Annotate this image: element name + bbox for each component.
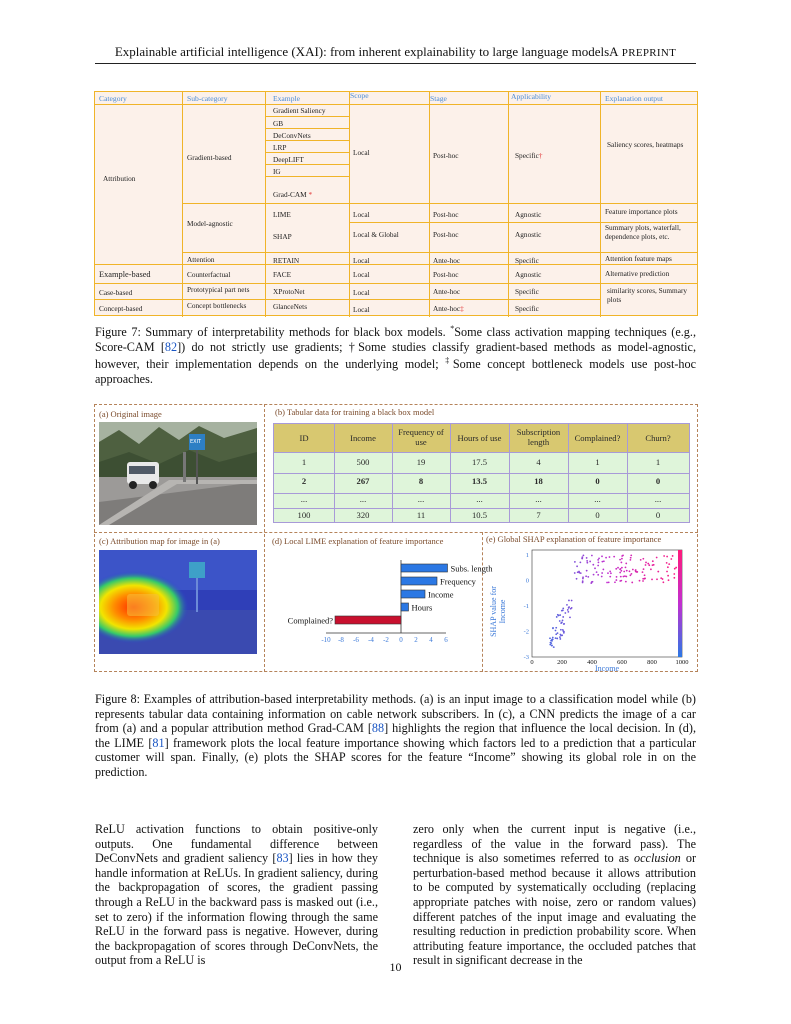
lime-output: Feature importance plots (605, 207, 678, 216)
shap-point (630, 557, 632, 559)
shap-point (590, 582, 592, 584)
shap-point (642, 558, 644, 560)
shap-point (601, 561, 603, 563)
shap-point (553, 646, 555, 648)
shap-point (619, 568, 621, 570)
shap-point (582, 554, 584, 556)
body-column-left: ReLU activation functions to obtain positive-only outputs. One fundamental difference between DeConvNets and gradient saliency [83] lies in how they handle information at ReLUs. In gradient saliency, during the backpropagation of scores, the gradient passing through a ReLU in the backward pass is masked out (i.e., set to zero) if the information flowing through the same ReLU in the forward pass is negative. However, during the backpropagation of scores through DeConvNets, the output from a ReLU is (95, 822, 379, 968)
panel-b-title: (b) Tabular data for training a black box model (275, 407, 435, 417)
shap-point (613, 556, 615, 558)
shap-point (582, 580, 584, 582)
shap-point (630, 554, 632, 556)
gradient-scope: Local (353, 148, 370, 157)
lime-bar (401, 564, 448, 572)
attention-applicability: Specific (515, 256, 539, 265)
shap-point (642, 578, 644, 580)
shap-point (609, 576, 611, 578)
header-explanation-output: Explanation output (605, 94, 663, 103)
xprotonet-applicability: Specific (515, 287, 539, 296)
shap-point (621, 567, 623, 569)
shap-x-tick: 0 (530, 659, 534, 666)
example-lrp: LRP (273, 143, 287, 152)
figure8-divider-v2 (482, 532, 483, 672)
shap-point (674, 568, 676, 570)
shap-point (566, 604, 568, 606)
shap-point (549, 637, 551, 639)
shap-point (560, 635, 562, 637)
shap-point (616, 576, 618, 578)
shap-point (597, 559, 599, 561)
shap-y-tick: 0 (525, 577, 529, 585)
shap-point (559, 636, 561, 638)
shap-x-tick: 800 (647, 659, 657, 666)
example-shap: SHAP (273, 232, 292, 241)
lime-tick-label: 2 (414, 636, 418, 644)
shap-point (666, 556, 668, 558)
shap-point (657, 571, 659, 573)
shap-x-tick: 1000 (675, 659, 689, 666)
col-income: Income (350, 433, 376, 443)
subcategory-counterfactual: Counterfactual (187, 270, 231, 279)
shap-point (574, 561, 576, 563)
shap-point (650, 568, 652, 570)
lime-tick-label: -10 (321, 636, 331, 644)
shap-point (586, 557, 588, 559)
figure8-caption: Figure 8: Examples of attribution-based interpretability methods. (a) is an input image to a classification model while (b) represents tabular data containing information on cable network subscribers. In (c), a CNN predicts the image of a car from (a) and a popular attribution method Grad-CAM [88] highlights the region that influence the local decision. In (d), the LIME [81] framework plots the local feature importance showing which factors led to a prediction that a particular customer will span. Finally, (e) plots the SHAP scores for the feature “Income” showing its global role in on the prediction. (95, 692, 697, 779)
shap-point (643, 568, 645, 570)
shap-point (629, 574, 631, 576)
shap-point (576, 565, 578, 567)
original-car-image (99, 422, 257, 525)
subcategory-attention: Attention (187, 255, 215, 264)
xprotonet-stage: Ante-hoc (433, 287, 461, 296)
shap-point (597, 565, 599, 567)
example-deeplift: DeepLIFT (273, 155, 304, 164)
lime-bar-label: Frequency (440, 576, 476, 587)
shap-output: Summary plots, waterfall, dependence plots, etc. (605, 223, 681, 241)
shap-point (644, 577, 646, 579)
example-retain: RETAIN (273, 256, 300, 265)
shap-point (673, 577, 675, 579)
shap-point (609, 556, 611, 558)
shap-point (576, 578, 578, 580)
shap-point (555, 627, 557, 629)
lime-bar (401, 590, 425, 598)
example-grad-cam: Grad-CAM * (273, 190, 313, 199)
shap-point (560, 629, 562, 631)
col-id: ID (299, 433, 309, 443)
shap-point (668, 579, 670, 581)
shap-point (589, 561, 591, 563)
subcategory-prototypical: Prototypical part nets (187, 285, 250, 294)
lime-bar-label: Subs. length (450, 563, 493, 574)
shap-point (666, 571, 668, 573)
lime-tick-label: -4 (368, 636, 374, 644)
lime-tick-label: 4 (429, 636, 433, 644)
shap-point (585, 575, 587, 577)
example-gradient-saliency: Gradient Saliency (273, 106, 326, 115)
ref-82-link[interactable]: 82 (164, 339, 178, 354)
example-deconvnets: DeConvNets (273, 131, 311, 140)
shap-point (652, 560, 654, 562)
lime-scope: Local (353, 210, 370, 219)
example-gb: GB (273, 119, 284, 128)
shap-point (619, 572, 621, 574)
example-face: FACE (273, 270, 292, 279)
ref-88-link[interactable]: 88 (371, 721, 385, 736)
shap-point (549, 644, 551, 646)
shap-point (625, 563, 627, 565)
glancenets-scope: Local (353, 305, 370, 314)
shap-point (620, 576, 622, 578)
shap-point (552, 637, 554, 639)
ref-83-link[interactable]: 83 (276, 851, 289, 866)
shap-point (624, 575, 626, 577)
shap-point (557, 632, 559, 634)
shap-point (620, 570, 622, 572)
col-complained: Complained? (574, 433, 621, 443)
lime-tick-label: -8 (338, 636, 344, 644)
lime-bar-label: Hours (411, 602, 433, 613)
shap-point (626, 570, 628, 572)
lime-tick-label: 6 (444, 636, 448, 644)
running-header (0, 44, 791, 60)
shap-point (667, 575, 669, 577)
col-subscription: Subscription length (516, 427, 561, 447)
shap-point (631, 573, 633, 575)
shap-point (571, 600, 573, 602)
shap-point (666, 562, 668, 564)
shap-point (651, 579, 653, 581)
col-frequency: Frequency of use (398, 427, 444, 447)
shap-point (562, 607, 564, 609)
shap-point (596, 571, 598, 573)
shap-applicability: Agnostic (515, 230, 542, 239)
shap-point (620, 562, 622, 564)
shap-point (601, 555, 603, 557)
lime-bar-chart (266, 548, 493, 660)
header-category: Category (99, 94, 127, 103)
shap-point (606, 582, 608, 584)
shap-point (667, 566, 669, 568)
shap-point (571, 607, 573, 609)
category-example-based: Example-based (99, 270, 151, 279)
panel-c-title: (c) Attribution map for image in (a) (99, 536, 220, 546)
glancenets-applicability: Specific (515, 304, 539, 313)
interpretability-table (94, 91, 698, 316)
shap-point (556, 638, 558, 640)
shap-point (629, 570, 631, 572)
shap-point (672, 555, 674, 557)
example-xprotonet: XProtoNet (273, 287, 305, 296)
page-number: 10 (389, 960, 402, 974)
shap-point (662, 581, 664, 583)
lime-stage: Post-hoc (433, 210, 459, 219)
shap-point (559, 620, 561, 622)
xprotonet-scope: Local (353, 288, 370, 297)
shap-point (635, 569, 637, 571)
shap-point (622, 554, 624, 556)
shap-point (586, 570, 588, 572)
shap-point (642, 580, 644, 582)
shap-point (598, 557, 600, 559)
shap-point (617, 567, 619, 569)
shap-point (594, 567, 596, 569)
shap-point (609, 571, 611, 573)
shap-point (629, 559, 631, 561)
face-applicability: Agnostic (515, 270, 542, 279)
subcategory-concept-bottlenecks: Concept bottlenecks (187, 301, 247, 310)
shap-point (632, 569, 634, 571)
lime-applicability: Agnostic (515, 210, 542, 219)
category-case-based: Case-based (99, 288, 133, 297)
shap-point (675, 567, 677, 569)
paper-title: Explainable artificial intelligence (XAI): from inherent explainability to large language models (114, 44, 610, 59)
lime-bar (401, 603, 409, 611)
shap-point (577, 571, 579, 573)
shap-point (631, 582, 633, 584)
shap-point (569, 616, 571, 618)
shap-point (592, 564, 594, 566)
figure7-caption: Figure 7: Summary of interpretability methods for black box models. *Some class activation mapping techniques (e.g., Score-CAM [82]) do not strictly use gradients; †Some studies classify gradient-based methods as model-agnostic, however, their implementation depends on the underlying model; ‡Some concept bottleneck models use post-hoc approaches. (95, 324, 696, 386)
shap-point (607, 572, 609, 574)
shap-point (550, 642, 552, 644)
shap-x-label: Income (595, 664, 619, 673)
header-example: Example (273, 94, 300, 103)
attention-output: Attention feature maps (605, 254, 672, 263)
shap-point (601, 576, 603, 578)
shap-point (568, 606, 570, 608)
shap-point (562, 616, 564, 618)
attention-scope: Local (353, 256, 370, 265)
figure8-divider-v1 (264, 404, 265, 672)
shap-point (608, 581, 610, 583)
shap-point (551, 639, 553, 641)
tabular-data-table: ID Income Frequency of use Hours of use Subscription length Complained? Churn? 1 500 19 17.5 4 1 1 2 267 8 13.5 18 0 0 ... ... ... ... ... ... ... 100 320 11 10.5 7 0 0 (273, 423, 690, 523)
shap-point (598, 561, 600, 563)
face-scope: Local (353, 270, 370, 279)
lime-bar (401, 577, 437, 585)
shap-point (582, 576, 584, 578)
header-rule (95, 63, 696, 64)
shap-point (557, 614, 559, 616)
gradient-stage: Post-hoc (433, 151, 459, 160)
shap-y-tick: -1 (523, 603, 529, 611)
shap-point (640, 559, 642, 561)
shap-x-tick: 200 (557, 659, 567, 666)
panel-e-title: (e) Global SHAP explanation of feature importance (486, 534, 662, 544)
shap-point (586, 562, 588, 564)
preprint-tag: A PREPRINT (609, 44, 677, 59)
shap-point (644, 574, 646, 576)
shap-point (563, 632, 565, 634)
shap-scatter-chart (484, 544, 696, 672)
shap-point (623, 571, 625, 573)
shap-point (587, 576, 589, 578)
attention-stage: Ante-hoc (433, 256, 461, 265)
shap-point (556, 616, 558, 618)
header-applicability: Applicability (511, 92, 552, 101)
shap-point (648, 564, 650, 566)
shap-point (656, 557, 658, 559)
shap-point (645, 562, 647, 564)
category-concept-based: Concept-based (99, 304, 143, 313)
shap-point (579, 561, 581, 563)
shap-point (562, 620, 564, 622)
example-glancenets: GlanceNets (273, 302, 308, 311)
shap-point (652, 564, 654, 566)
shap-y-tick: 1 (525, 552, 529, 560)
shap-point (639, 580, 641, 582)
shap-point (560, 622, 562, 624)
panel-a-title: (a) Original image (99, 409, 162, 419)
shap-point (579, 572, 581, 574)
shap-point (668, 563, 670, 565)
shap-point (660, 577, 662, 579)
shap-point (559, 614, 561, 616)
header-subcategory: Sub-category (187, 94, 228, 103)
shap-plot-frame (532, 550, 682, 657)
face-output: Alternative prediction (605, 269, 670, 278)
shap-point (602, 569, 604, 571)
gradient-applicability: Specific† (515, 151, 543, 160)
shap-stage: Post-hoc (433, 230, 459, 239)
gradient-output: Saliency scores, heatmaps (607, 140, 684, 149)
shap-point (581, 558, 583, 560)
col-hours: Hours of use (457, 433, 502, 443)
lime-bar (335, 616, 401, 624)
shap-point (552, 627, 554, 629)
road-sign-text: EXIT (190, 439, 202, 445)
lime-tick-label: 0 (399, 636, 403, 644)
shap-point (619, 559, 621, 561)
shap-point (586, 560, 588, 562)
shap-point (625, 581, 627, 583)
shap-point (621, 558, 623, 560)
shap-point (615, 579, 617, 581)
shap-x-tick: 600 (617, 659, 627, 666)
shap-point (563, 623, 565, 625)
shap-point (615, 568, 617, 570)
example-lime: LIME (273, 210, 291, 219)
shap-x-tick: 400 (587, 659, 597, 666)
shared-output: similarity scores, Summary plots (607, 286, 688, 304)
shap-point (610, 572, 612, 574)
col-churn: Churn? (645, 433, 671, 443)
shap-point (551, 645, 553, 647)
shap-point (656, 578, 658, 580)
header-scope: Scope (350, 91, 369, 100)
shap-y-label: SHAP value forIncome (489, 586, 507, 637)
shap-point (625, 567, 627, 569)
attribution-heatmap-image (99, 550, 257, 654)
shap-point (614, 581, 616, 583)
shap-point (642, 571, 644, 573)
shap-point (636, 571, 638, 573)
body-column-right: zero only when the current input is negative (i.e., regardless of the value in the forward pass). The technique is also sometimes referred to as occlusion or perturbation-based method because it allows attribution to be computed by systematically occluding (replacing appropriate patches with noise, zero or random values) different patches of the input image and evaluating the resulting reduction in prediction probability score. When attributing feature importance, the occluded patches that result in significant decrease in the (413, 822, 697, 968)
category-attribution: Attribution (103, 174, 136, 183)
lime-bar-label: Income (428, 589, 454, 600)
shap-point (563, 630, 565, 632)
shap-point (670, 558, 672, 560)
shap-colorbar (678, 550, 682, 657)
shap-point (593, 574, 595, 576)
shap-point (591, 555, 593, 557)
shap-point (619, 580, 621, 582)
shap-point (568, 600, 570, 602)
shap-point (555, 630, 557, 632)
shap-point (605, 557, 607, 559)
shap-point (561, 610, 563, 612)
panel-d-title: (d) Local LIME explanation of feature importance (272, 536, 444, 546)
shap-point (567, 611, 569, 613)
shap-point (601, 572, 603, 574)
face-stage: Post-hoc (433, 270, 459, 279)
subcategory-model-agnostic: Model-agnostic (187, 219, 233, 228)
glancenets-stage: Ante-hoc‡ (433, 304, 464, 313)
shap-scope: Local & Global (353, 230, 399, 239)
figure8-divider-h (94, 532, 698, 533)
lime-tick-label: -2 (383, 636, 389, 644)
header-stage: Stage (430, 94, 447, 103)
subcategory-gradient-based: Gradient-based (187, 153, 232, 162)
shap-point (574, 572, 576, 574)
shap-point (597, 574, 599, 576)
shap-y-tick: -3 (523, 654, 529, 661)
shap-y-tick: -2 (523, 628, 529, 636)
shap-point (663, 555, 665, 557)
lime-tick-label: -6 (353, 636, 359, 644)
shap-point (555, 637, 557, 639)
lime-bar-label: Complained? (287, 615, 333, 626)
shap-point (567, 609, 569, 611)
ref-81-link[interactable]: 81 (152, 735, 165, 750)
shap-point (647, 563, 649, 565)
example-ig: IG (273, 167, 281, 176)
shap-point (673, 573, 675, 575)
shap-point (564, 612, 566, 614)
shap-point (645, 564, 647, 566)
shap-point (559, 638, 561, 640)
